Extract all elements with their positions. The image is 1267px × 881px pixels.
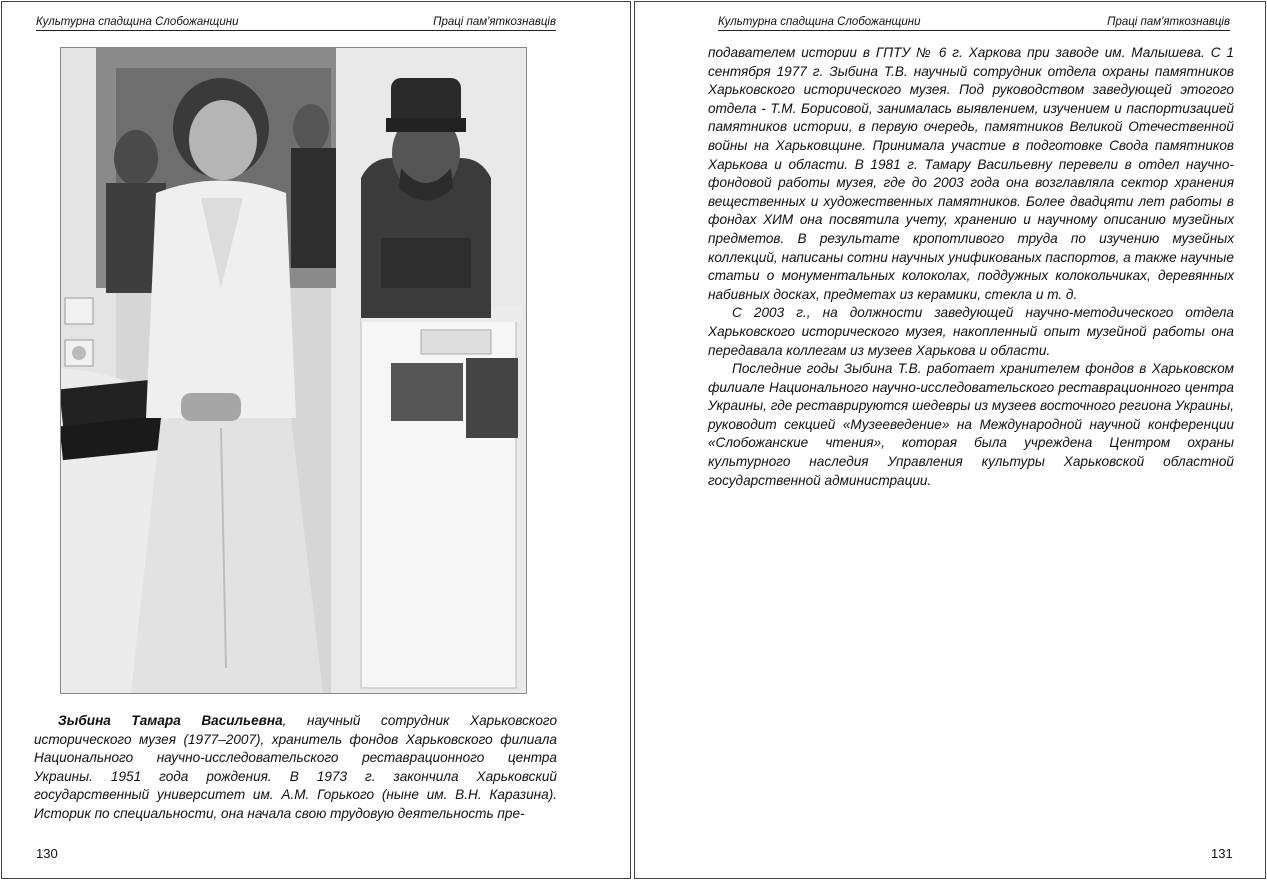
- right-page-number: 131: [1211, 846, 1233, 861]
- caption-body: , научный сотрудник Харьковского исторического музея (1977–2007), хранитель фондов Харьковского филиала Национального научно-исследовательского реставрационного центра Украины. 1951 года рождения. В 1973 г. закончила Харьковский государственный университет им. А.М. Горького (ныне им. В.Н. Каразина). Историк по специальности, она начала свою трудовую деятельность пре-: [34, 713, 557, 821]
- left-running-head: [36, 10, 556, 31]
- right-page-text: [708, 44, 1234, 490]
- left-page-text: [34, 712, 557, 824]
- caption-paragraph: [34, 712, 557, 824]
- right-running-head: [718, 10, 1230, 31]
- caption-name: Зыбина Тамара Васильевна: [58, 713, 283, 728]
- paragraph-3: Последние годы Зыбина Т.В. работает хранителем фондов в Харьковском филиале Национального научно-исследовательского реставрационного центра Украины, где реставрируются шедевры из музеев восточного региона Украины, руководит секцией «Музееведение» на Международной научной конференции «Слобожанские чтения», которая была учреждена Центром охраны культурного наследия Управления культуры Харьковской областной государственной администрации.: [708, 361, 1234, 488]
- left-header-series: Праці пам'яткознавців: [433, 16, 556, 28]
- left-page-number: 130: [36, 846, 58, 861]
- paragraph-1: подавателем истории в ГПТУ № 6 г. Харкова при заводе им. Малышева. С 1 сентября 1977 г. Зыбина Т.В. научный сотрудник отдела охраны памятников Харьковского исторического музея. Под руководством заведующей этогого отдела - Т.М. Борисовой, занималась выявлением, изучением и паспортизацией памятников истории, в первую очередь, памятников Великой Отечественной войны на Харьковщине. Принимала участие в подготовке Свода памятников Харькова и области. В 1981 г. Тамару Васильевну перевели в отдел научно-фондовой работы музея, где до 2003 года она возглавляла сектор хранения вещественных и художественных памятников. Более двадцяти лет работы в фондах ХИМ она посвятила учету, хранению и научному описанию музейных предметов. В результате кропотливого труда по изучению музейных коллекций, написаны сотни научных унификованых паспортов, а также научные статьи о монументальных колоколах, поддужных колокольчиках, деревянных набивных досках, предметах из керамики, стекла и т. д.: [708, 45, 1234, 302]
- right-header-title: Культурна спадщина Слобожанщини: [718, 16, 921, 28]
- right-header-series: Праці пам'яткознавців: [1107, 16, 1230, 28]
- portrait-photo: [60, 47, 527, 694]
- left-header-title: Культурна спадщина Слобожанщини: [36, 16, 239, 28]
- paragraph-2: С 2003 г., на должности заведующей научно-методического отдела Харьковского исторического музея, накопленный опыт музейной работы она передавала коллегам из музеев Харькова и области.: [708, 305, 1234, 358]
- photo-illustration: [61, 48, 526, 693]
